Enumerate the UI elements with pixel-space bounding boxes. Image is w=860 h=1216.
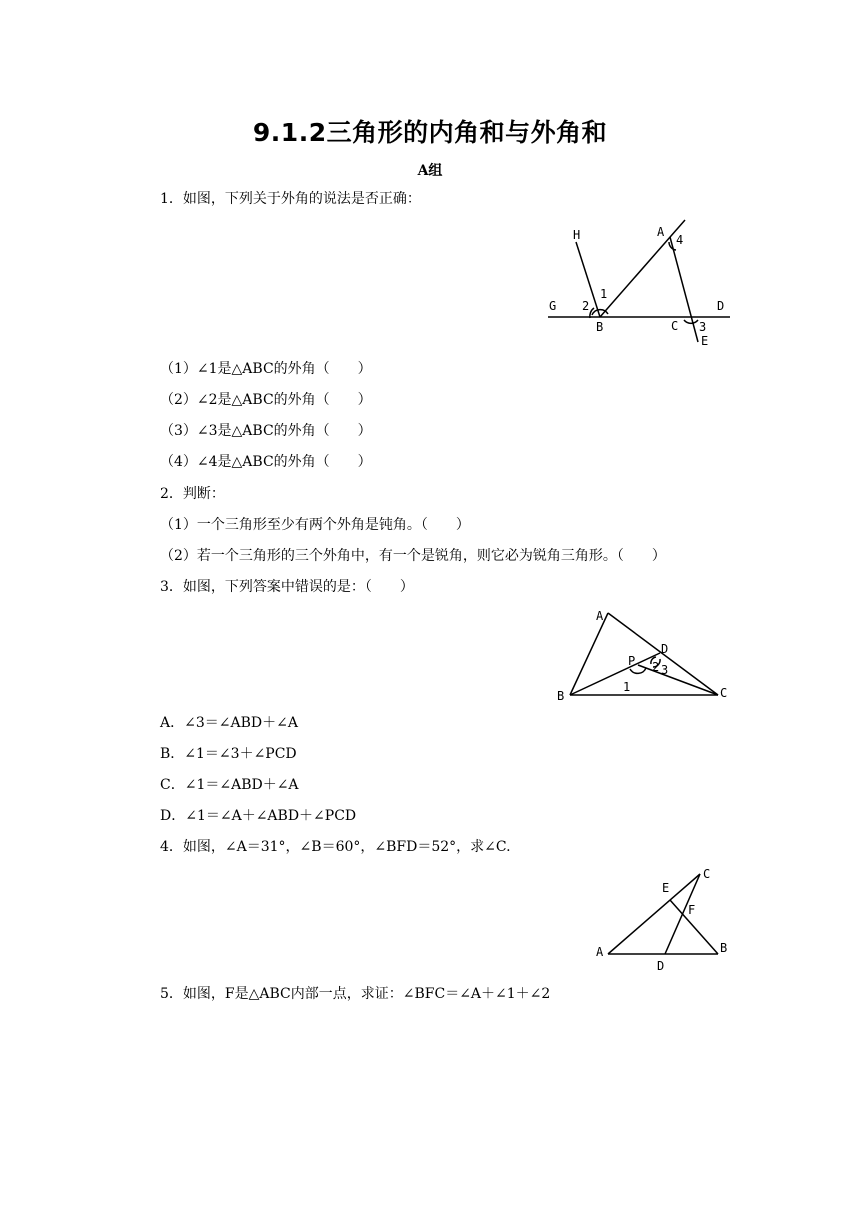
q3-angle1-arc (630, 668, 646, 673)
q1-angle1-arc (592, 310, 608, 315)
q4-label-b: B (720, 941, 728, 955)
q1-item-1: （1）∠1是△ABC的外角（ ） (160, 361, 372, 377)
q1-item-2: （2）∠2是△ABC的外角（ ） (160, 392, 372, 408)
q3-option-d: D．∠1＝∠A＋∠ABD＋∠PCD (160, 808, 357, 824)
q4-label-f: F (688, 903, 696, 917)
q3-label-1: 1 (623, 680, 631, 694)
q3-segment-bd (570, 653, 660, 695)
q3-segment-pc (638, 665, 718, 695)
q3-side-ab (570, 613, 608, 695)
q1-stem: 1．如图，下列关于外角的说法是否正确： (160, 191, 421, 207)
q4-stem: 4．如图，∠A＝31°，∠B＝60°，∠BFD＝52°，求∠C. (160, 839, 511, 855)
q4-label-a: A (596, 945, 604, 959)
q3-option-a: A．∠3＝∠ABD＋∠A (160, 715, 298, 731)
q1-line-ba-extended (600, 220, 685, 317)
q1-label-h: H (573, 228, 581, 242)
q1-angle3-arc (684, 320, 698, 323)
q3-figure (550, 603, 735, 703)
q1-label-a: A (657, 225, 665, 239)
q4-figure (590, 864, 740, 974)
q3-label-a: A (596, 609, 604, 623)
q1-item-4: （4）∠4是△ABC的外角（ ） (160, 454, 372, 470)
q2-item-1: （1）一个三角形至少有两个外角是钝角。（ ） (160, 517, 470, 533)
q3-stem: 3．如图，下列答案中错误的是：（ ） (160, 579, 414, 595)
q5-stem: 5．如图，F是△ABC内部一点，求证：∠BFC＝∠A＋∠1＋∠2 (160, 986, 551, 1002)
q4-label-d: D (657, 959, 665, 973)
q1-item-3: （3）∠3是△ABC的外角（ ） (160, 423, 372, 439)
q3-label-b: B (557, 689, 565, 703)
q1-figure (540, 212, 740, 352)
q1-label-2: 2 (582, 299, 590, 313)
q2-item-2: （2）若一个三角形的三个外角中，有一个是锐角，则它必为锐角三角形。（ ） (160, 548, 666, 564)
q4-side-ac (608, 874, 700, 954)
q1-label-4: 4 (676, 233, 684, 247)
q3-option-b: B．∠1＝∠3＋∠PCD (160, 746, 297, 762)
q3-label-2: 2 (652, 660, 660, 674)
q2-stem: 2．判断： (160, 486, 225, 502)
q3-label-3: 3 (661, 663, 669, 677)
q3-option-c: C．∠1＝∠ABD＋∠A (160, 777, 299, 793)
q3-label-d: D (661, 642, 669, 656)
q4-label-c: C (703, 867, 711, 881)
section-heading: A组 (417, 163, 443, 179)
q1-label-1: 1 (600, 287, 608, 301)
q1-label-e: E (701, 334, 709, 348)
q1-label-b: B (596, 320, 604, 334)
q1-label-c: C (671, 319, 679, 333)
q1-label-3: 3 (699, 320, 707, 334)
q1-label-d: D (717, 299, 725, 313)
page-title: 9.1.2三角形的内角和与外角和 (252, 118, 608, 147)
q3-label-p: P (628, 654, 636, 668)
q1-label-g: G (549, 299, 557, 313)
q3-label-c: C (720, 686, 728, 700)
q4-label-e: E (662, 881, 670, 895)
